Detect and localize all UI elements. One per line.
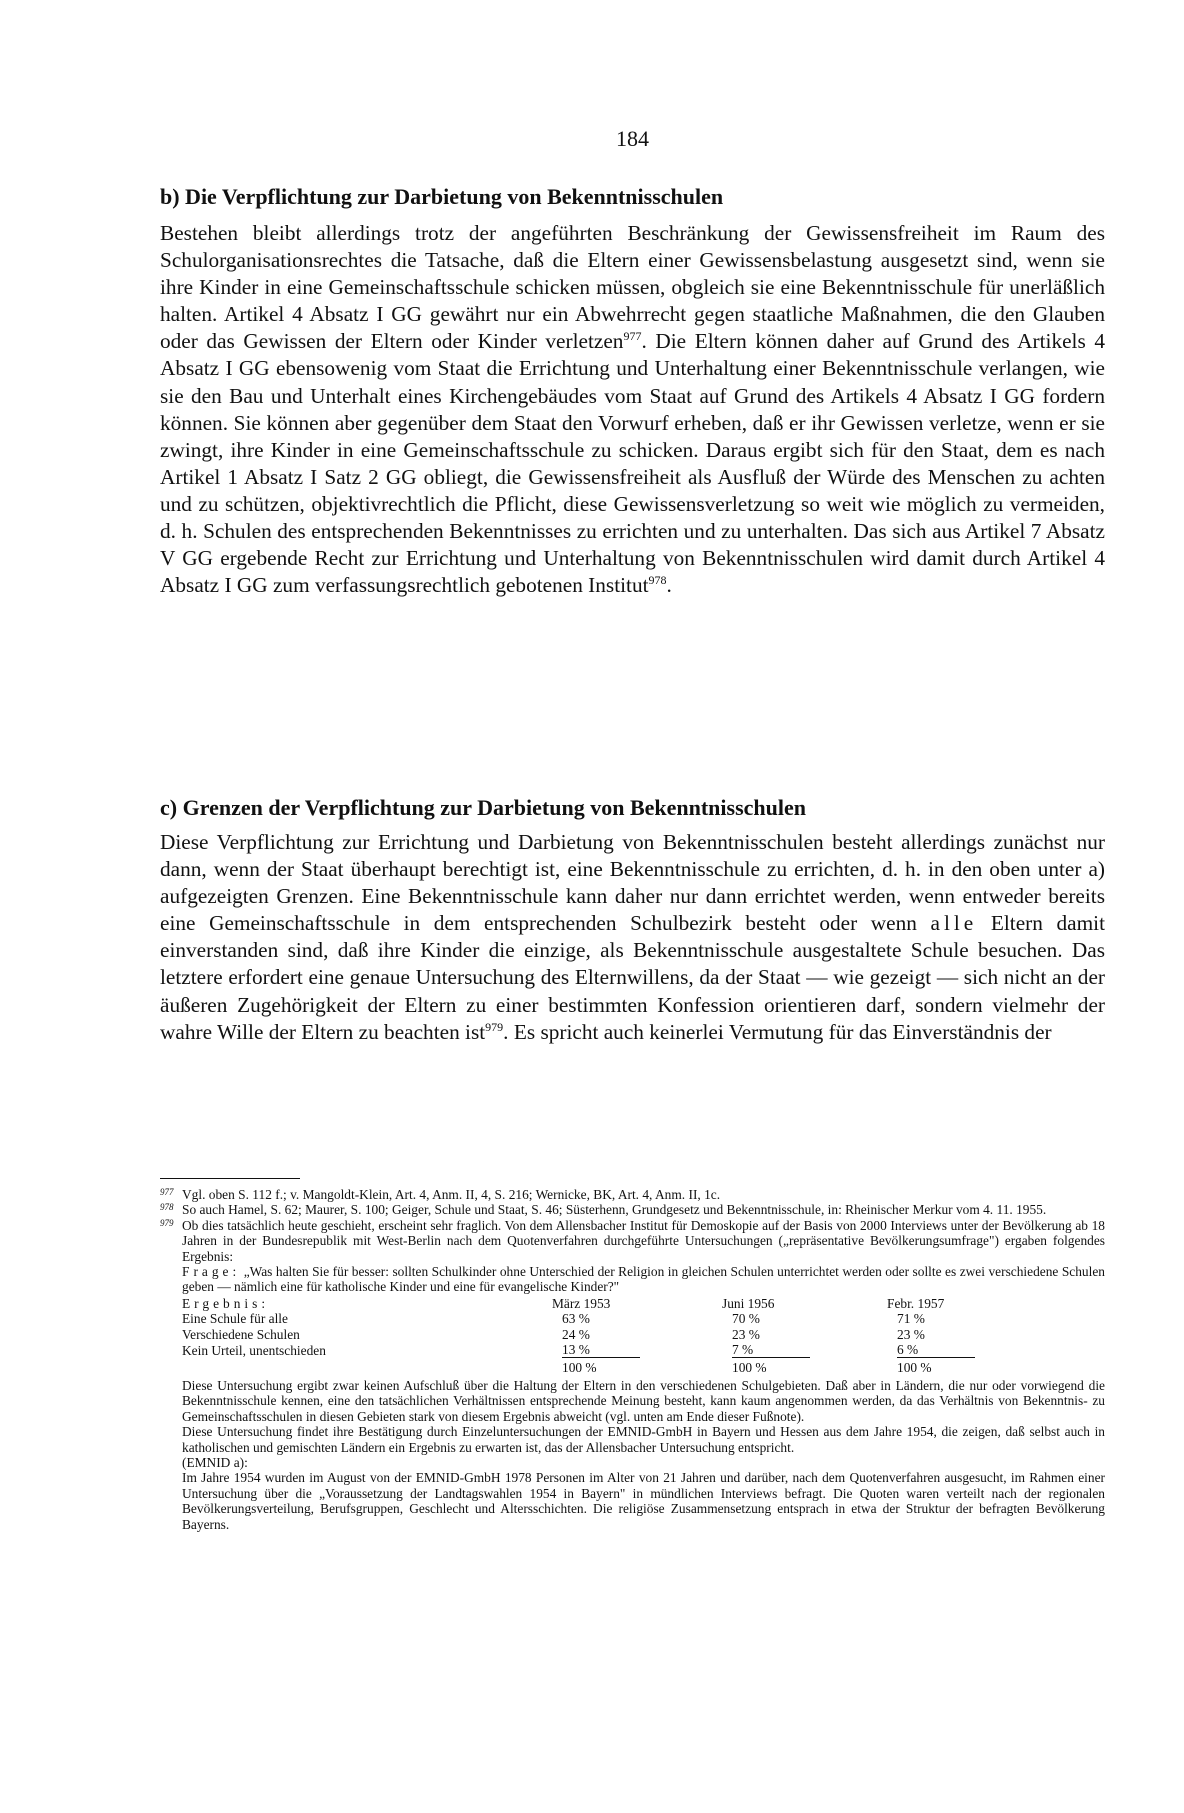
footnote-paragraph: Im Jahre 1954 wurden im August von der EMNID-GmbH 1978 Personen im Alter von 21 Jahren und darüber, nach dem Quotenverfahren ausgesucht, im Rahmen einer Untersuchung über die „Voraussetzung der Landtagswahlen 1954 in Bayern" in mündlichen Interviews befragt. Die Quoten waren verteilt nach der regionalen Bevölkerungsverteilung, Berufsgruppen, Geschlecht und Altersschichten. Die religiöse Zusammensetzung entsprach in etwa der Struktur der befragten Bevölkerung Bayerns. xyxy=(182,1470,1105,1532)
row-label: Kein Urteil, unentschieden xyxy=(182,1342,326,1358)
survey-block xyxy=(160,1264,1105,1376)
section-b-text-1: Bestehen bleibt allerdings trotz der angeführten Beschränkung der Gewissensfreiheit im Raum des Schulorganisationsrechtes die Tatsache, daß die Eltern einer Gewissensbelastung ausgesetzt sind, wenn sie ihre Kinder in eine Gemeinschaftsschule schicken müssen, obgleich sie eine Bekenntnisschule für unerläßlich halten. Artikel 4 Absatz I GG gewährt nur ein Abwehrrecht gegen staatliche Maßnahmen, die den Glauben oder das Gewissen der Eltern oder Kinder verletzen xyxy=(160,221,1105,354)
table-row xyxy=(182,1311,1007,1326)
footnote-number: 978 xyxy=(160,1202,174,1213)
survey-results-table xyxy=(182,1296,1007,1376)
footnote-text: Vgl. oben S. 112 f.; v. Mangoldt-Klein, Art. 4, Anm. II, 4, S. 216; Wernicke, BK, Art. 4, Anm. II, 1c. xyxy=(182,1187,721,1202)
section-c-spaced-word: alle xyxy=(930,911,978,936)
footnote-979 xyxy=(160,1218,1105,1264)
footnote-979-continuation xyxy=(160,1378,1105,1532)
section-c-text-3: . Es spricht auch keinerlei Vermutung für das Einverständnis der xyxy=(503,1019,1052,1044)
footnote-977 xyxy=(160,1187,1105,1202)
footnote-intro: Ob dies tatsächlich heute geschieht, erscheint sehr fraglich. Von dem Allensbacher Institut für Demoskopie auf der Basis von 2000 Interviews unter der Bevölkerung ab 18 Jahren in der Bundesrepublik mit West-Berlin nach dem Quotenverfahren durchgeführte Untersuchungen („repräsentative Bevölkerungsumfrage") ergaben folgendes Ergebnis: xyxy=(182,1217,1105,1264)
table-cell: 6 % xyxy=(887,1342,1007,1358)
footnote-paragraph: Diese Untersuchung findet ihre Bestätigung durch Einzeluntersuchungen der EMNID-GmbH in Bayern und Hessen aus dem Jahre 1954, die zeigen, daß selbst auch in katholischen und gemischten Ländern ein Ergebnis zu erwarten ist, das der Allensbacher Untersuchung entspricht. xyxy=(182,1424,1105,1455)
table-cell: 70 % xyxy=(732,1311,760,1327)
footnote-paragraph: (EMNID a): xyxy=(182,1454,248,1470)
footnote-paragraph: Diese Untersuchung ergibt zwar keinen Aufschluß über die Haltung der Eltern in den verschiedenen Schulgebieten. Daß aber in Ländern, die nur oder vorwiegend die Bekenntnisschule kennen, eine den tatsächlichen Verhältnissen entsprechende Meinung besteht, kann kaum angenommen werden, da das Verhältnis von Bekenntnis- zu Gemeinschaftsschulen in diesen Gebieten stark von diesem Ergebnis abweicht (vgl. unten am Ende dieser Fußnote). xyxy=(182,1377,1105,1424)
footnote-number: 977 xyxy=(160,1187,174,1197)
section-b-heading: b) Die Verpflichtung zur Darbietung von Bekenntnisschulen xyxy=(160,184,724,209)
page-number: 184 xyxy=(616,126,649,151)
table-cell: 23 % xyxy=(732,1326,760,1342)
table-cell: 13 % xyxy=(552,1342,722,1358)
footnote-ref-979[interactable]: 979 xyxy=(485,1019,504,1034)
footnote-text: So auch Hamel, S. 62; Maurer, S. 100; Geiger, Schule und Staat, S. 46; Süsterhenn, Grundgesetz und Bekenntnisschule, in: Rheinischer Merkur vom 4. 11. 1955. xyxy=(182,1202,1047,1218)
footnotes xyxy=(160,1187,1105,1532)
question-text: „Was halten Sie für besser: sollten Schulkinder ohne Unterschied der Religion in gleichen Schulen unterrichtet werden oder sollte es zwei verschiedene Schulen geben — nämlich eine für katholische Kinder und eine für evangelische Kinder?" xyxy=(182,1264,1105,1295)
footnote-978 xyxy=(160,1202,1105,1217)
total-cell: 100 % xyxy=(562,1360,597,1376)
table-cell: 24 % xyxy=(562,1326,590,1342)
footnote-ref-978[interactable]: 978 xyxy=(648,573,667,588)
total-cell: 100 % xyxy=(732,1360,767,1376)
table-cell: 7 % xyxy=(722,1342,887,1358)
section-b-paragraph xyxy=(160,220,1105,599)
table-cell: 71 % xyxy=(897,1311,925,1327)
row-label: Eine Schule für alle xyxy=(182,1311,288,1327)
table-header-row xyxy=(182,1296,1007,1311)
footnote-separator xyxy=(160,1178,300,1179)
footnote-number: 979 xyxy=(160,1217,174,1228)
section-b-text-3: . xyxy=(666,573,672,598)
table-cell: 63 % xyxy=(562,1311,590,1327)
survey-question xyxy=(182,1264,1105,1295)
section-c-heading: c) Grenzen der Verpflichtung zur Darbietung von Bekenntnisschulen xyxy=(160,795,807,820)
total-cell: 100 % xyxy=(897,1360,932,1376)
table-cell: 23 % xyxy=(897,1326,925,1342)
footnote-ref-977[interactable]: 977 xyxy=(623,329,642,344)
table-total-row xyxy=(182,1358,1007,1375)
column-header: März 1953 xyxy=(552,1295,611,1311)
section-c-paragraph xyxy=(160,829,1105,1046)
question-label: Frage: xyxy=(182,1264,241,1280)
section-c-text-1: Diese Verpflichtung zur Errichtung und Darbietung von Bekenntnisschulen besteht allerdings zunächst nur dann, wenn der Staat überhaupt berechtigt ist, eine Bekenntnisschule zu errichten, d. h. in den oben unter a) aufgezeigten Grenzen. Eine Bekenntnisschule kann daher nur dann errichtet werden, wenn entweder bereits eine Gemeinschaftsschule in dem entsprechenden Schulbezirk besteht oder wenn xyxy=(160,830,1105,936)
section-b-text-2: . Die Eltern können daher auf Grund des Artikels 4 Absatz I GG ebensowenig vom Staat die Errichtung und Unterhaltung einer Bekenntnisschule verlangen, wie sie den Bau und Unterhalt eines Kirchengebäudes vom Staat auf Grund des Artikels 4 Absatz I GG fordern können. Sie können aber gegenüber dem Staat den Vorwurf erheben, daß er ihr Gewissen verletze, wenn er sie zwingt, ihre Kinder in eine Gemeinschaftsschule zu schicken. Daraus ergibt sich für den Staat, dem es nach Artikel 1 Absatz I Satz 2 GG obliegt, die Gewissensfreiheit als Ausfluß der Würde des Menschen zu achten und zu schützen, objektivrechtlich die Pflicht, diese Gewissensverletzung so weit wie möglich zu vermeiden, d. h. Schulen des entsprechenden Bekenntnisses zu errichten und zu unterhalten. Das sich aus Artikel 7 Absatz V GG ergebende Recht zur Errichtung und Unterhaltung von Bekenntnisschulen wird damit durch Artikel 4 Absatz I GG zum verfassungsrechtlich gebotenen Institut xyxy=(160,329,1105,598)
table-row xyxy=(182,1327,1007,1342)
column-header: Febr. 1957 xyxy=(887,1295,945,1311)
result-label: Ergebnis: xyxy=(182,1295,270,1311)
table-row xyxy=(182,1342,1007,1358)
column-header: Juni 1956 xyxy=(722,1295,775,1311)
row-label: Verschiedene Schulen xyxy=(182,1326,300,1342)
section-c-text-2: Eltern damit einverstanden sind, daß ihre Kinder die einzige, als Bekenntnisschule ausgestaltete Schule besuchen. Das letztere erfordert eine genaue Untersuchung des Elternwillens, da der Staat — wie gezeigt — sich nicht an der äußeren Zugehörigkeit der Eltern zu einer bestimmten Konfession orientieren darf, sondern vielmehr der wahre Wille der Eltern zu beachten ist xyxy=(160,911,1105,1044)
